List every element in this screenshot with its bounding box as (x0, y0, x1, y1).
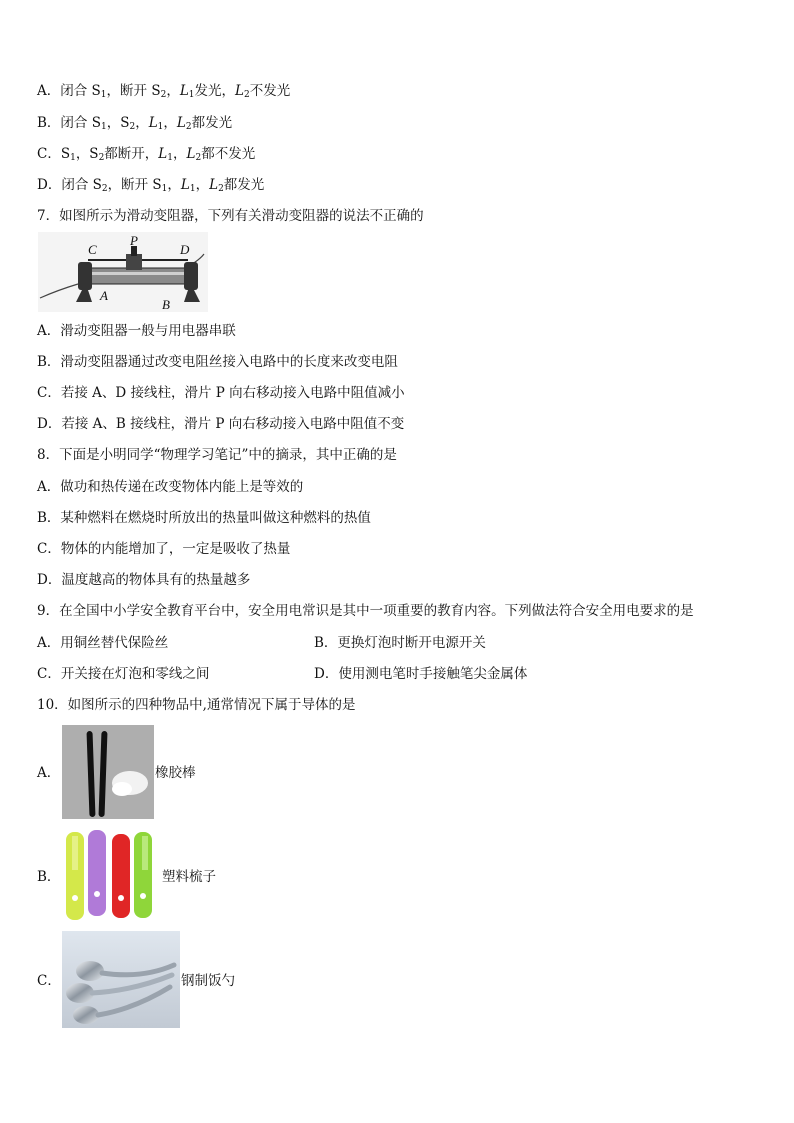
q9-option-d: D．使用测电笔时手接触笔尖金属体 (314, 666, 528, 682)
q8-option-b: B．某种燃料在燃烧时所放出的热量叫做这种燃料的热值 (37, 510, 371, 526)
q10-option-a-text: 橡胶棒 (155, 765, 196, 781)
q9-option-b: B．更换灯泡时断开电源开关 (314, 635, 486, 651)
q6-option-a: A．闭合 $S_1$，断开 $S_2$，$L_1$发光，$L_2$不发光 (37, 83, 291, 100)
q8-stem: 8．下面是小明同学“物理学习笔记”中的摘录，其中正确的是 (37, 447, 397, 463)
q10-stem: 10．如图所示的四种物品中,通常情况下属于导体的是 (37, 697, 356, 713)
label-d: D (180, 242, 190, 257)
label-a: A (100, 288, 108, 303)
q7-option-d: D．若接 A、B 接线柱，滑片 P 向右移动接入电路中阻值不变 (37, 416, 405, 432)
q10-option-a-letter: A． (37, 765, 61, 781)
q7-stem: 7．如图所示为滑动变阻器，下列有关滑动变阻器的说法不正确的 (37, 208, 424, 224)
q6-option-c: C．$S_1$，$S_2$都断开，$L_1$，$L_2$都不发光 (37, 146, 256, 163)
q10-option-c-text: 钢制饭勺 (181, 973, 235, 989)
q10-option-c-letter: C． (37, 973, 61, 989)
steel-spoon-image (62, 931, 180, 1028)
q8-option-d: D．温度越高的物体具有的热量越多 (37, 572, 251, 588)
q10-option-b-letter: B． (37, 869, 61, 885)
q7-option-c: C．若接 A、D 接线柱，滑片 P 向右移动接入电路中阻值减小 (37, 385, 405, 401)
q7-option-a: A．滑动变阻器一般与用电器串联 (37, 323, 236, 339)
rheostat-illustration (38, 232, 208, 312)
rheostat-figure (38, 232, 208, 312)
q6-option-b: B．闭合 $S_1$，$S_2$，$L_1$，$L_2$都发光 (37, 115, 233, 132)
label-c: C (88, 242, 97, 257)
q6-option-d: D．闭合 $S_2$，断开 $S_1$，$L_1$，$L_2$都发光 (37, 177, 265, 194)
q8-option-c: C．物体的内能增加了，一定是吸收了热量 (37, 541, 291, 557)
q8-option-a: A．做功和热传递在改变物体内能上是等效的 (37, 479, 304, 495)
rubber-rod-image (62, 725, 154, 819)
q9-option-a: A．用铜丝替代保险丝 (37, 635, 169, 651)
plastic-comb-image (62, 828, 160, 924)
label-b: B (162, 297, 170, 312)
q9-stem: 9．在全国中小学安全教育平台中，安全用电常识是其中一项重要的教育内容。下列做法符合安全用电要求的是 (37, 603, 694, 619)
label-p: P (130, 233, 138, 248)
q7-option-b: B．滑动变阻器通过改变电阻丝接入电路中的长度来改变电阻 (37, 354, 398, 370)
q9-option-c: C．开关接在灯泡和零线之间 (37, 666, 210, 682)
q10-option-b-text: 塑料梳子 (162, 869, 216, 885)
